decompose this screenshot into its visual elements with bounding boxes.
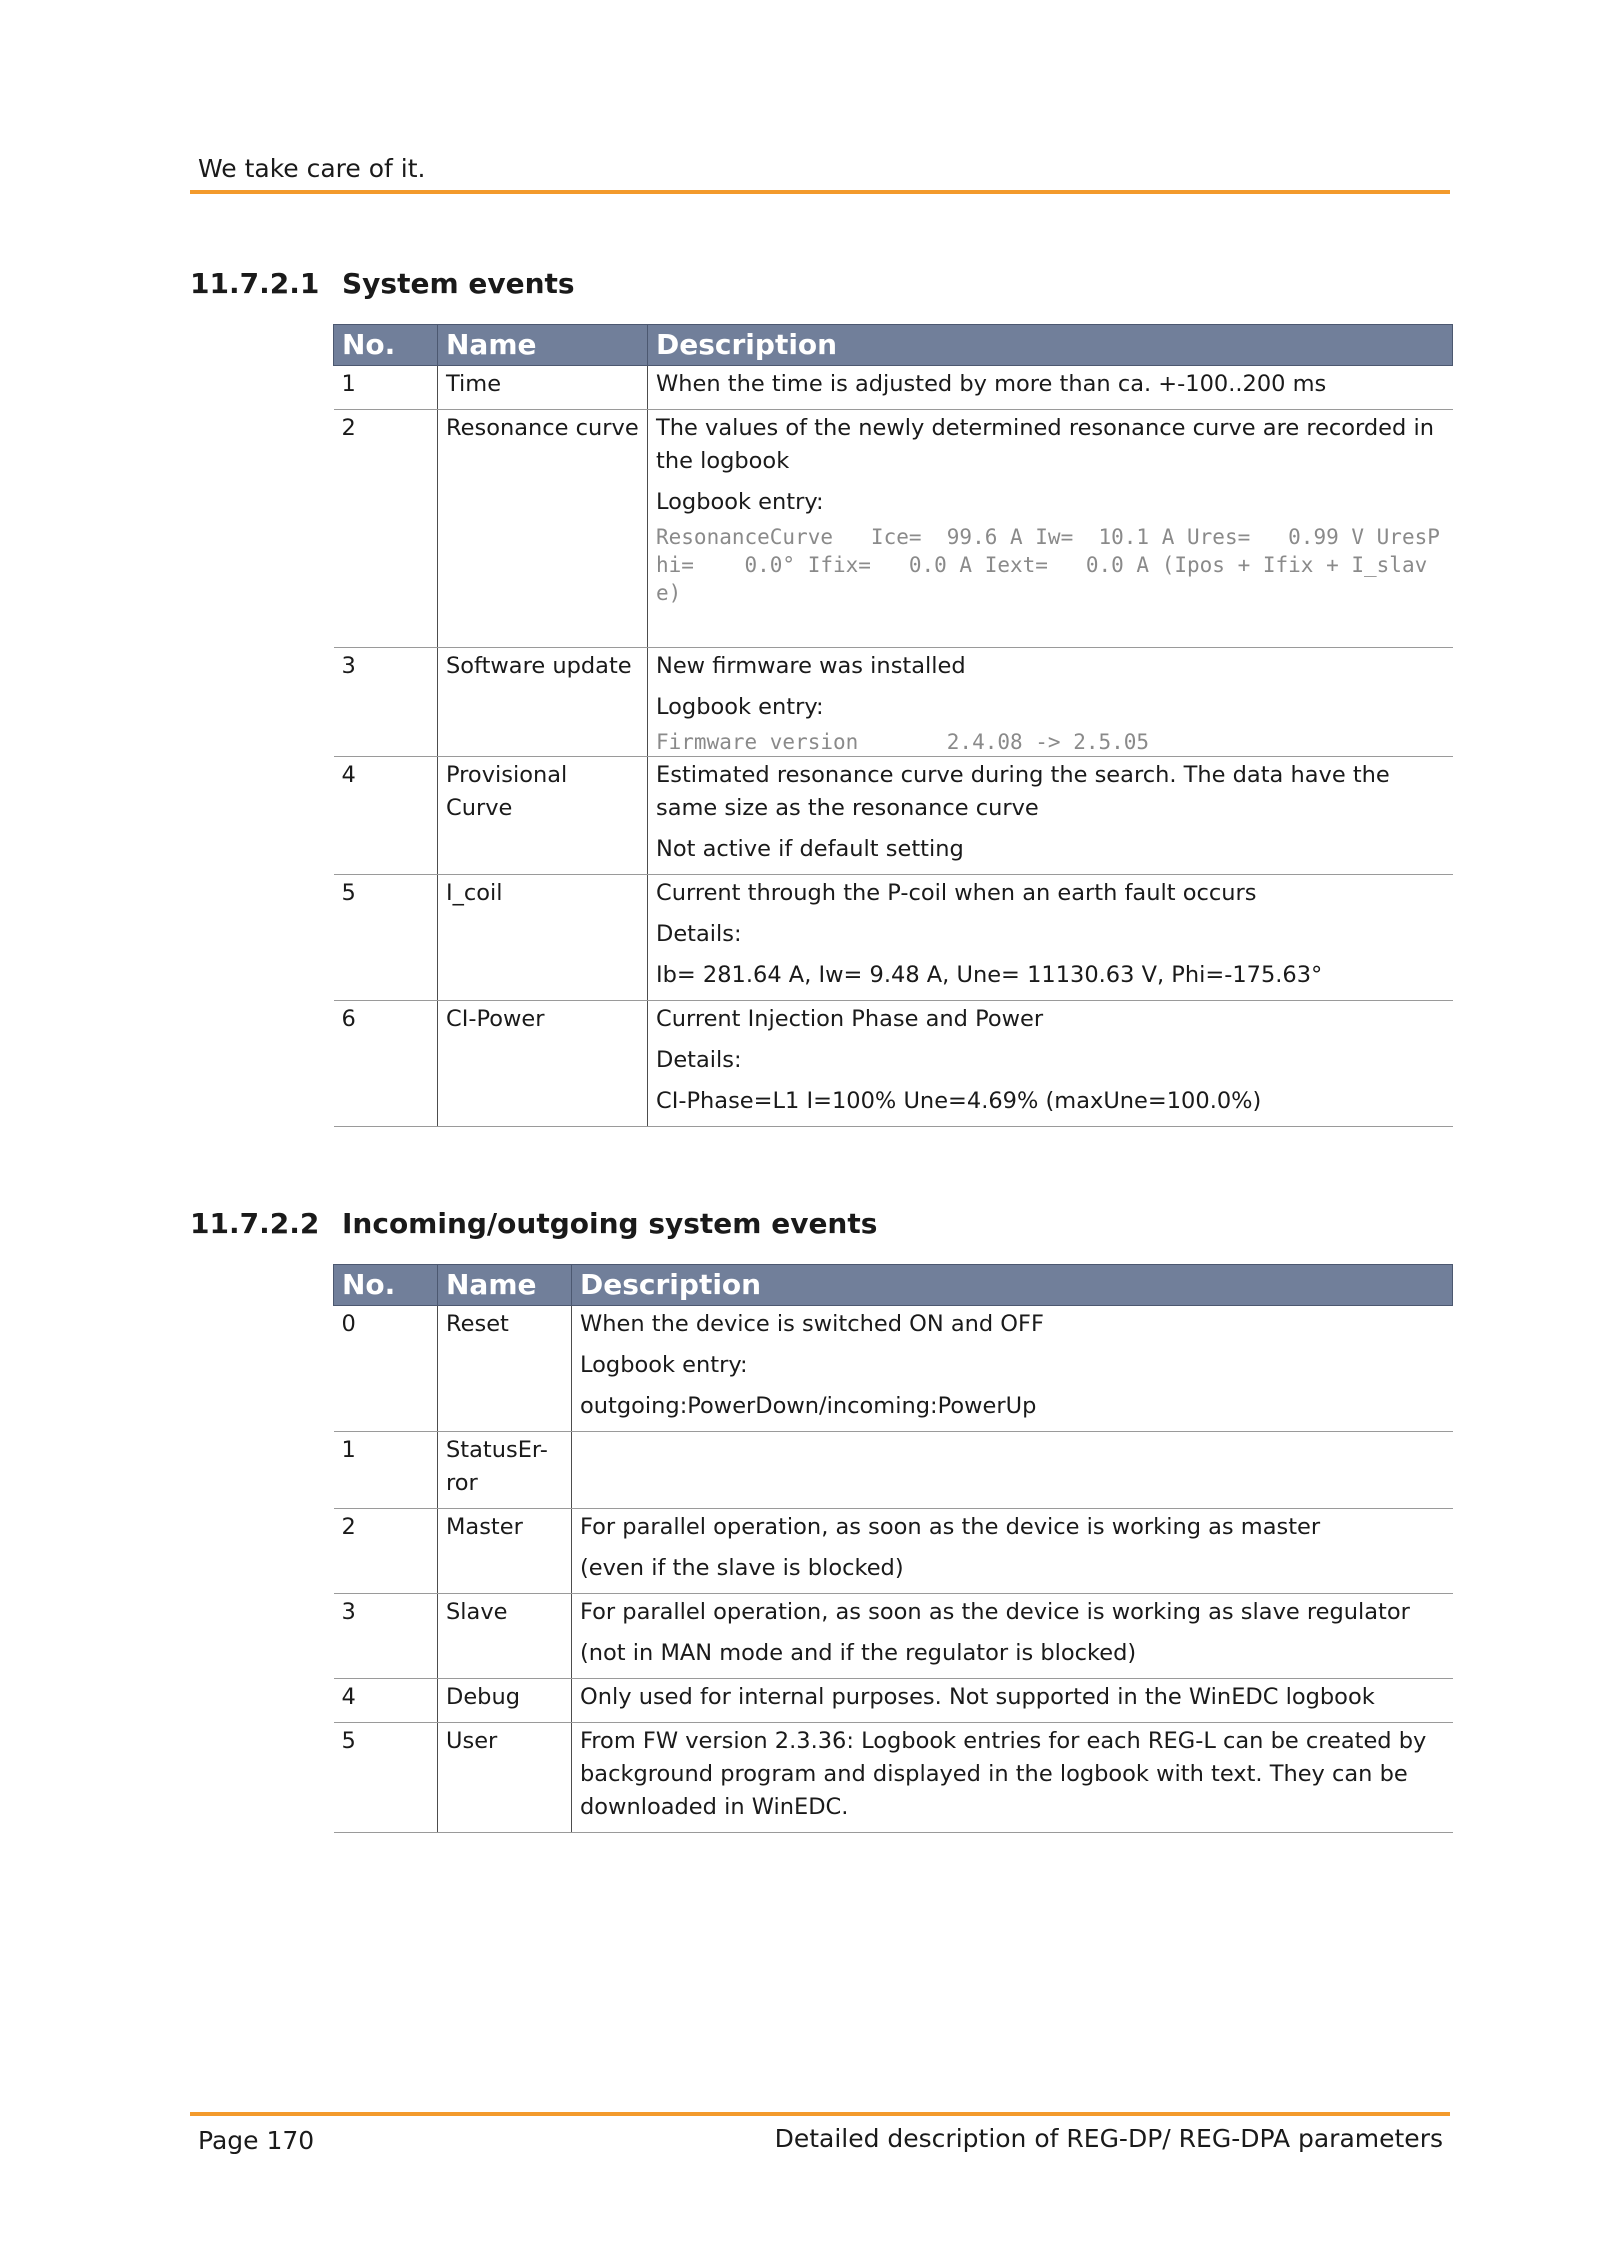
row-name: Reset	[438, 1306, 572, 1432]
row-description	[648, 366, 1453, 410]
table-row	[334, 1432, 1453, 1509]
column-header-name: Name	[438, 325, 648, 366]
page-header-text: We take care of it.	[198, 154, 426, 183]
row-no: 2	[334, 410, 438, 648]
row-description	[648, 648, 1453, 757]
row-description	[572, 1594, 1453, 1679]
column-header-no: No.	[334, 1265, 438, 1306]
row-name: Resonance curve	[438, 410, 648, 648]
section-number: 11.7.2.2	[190, 1207, 320, 1240]
description-text: The values of the newly determined resonance curve are recorded in the logbook	[656, 415, 1434, 474]
row-description	[648, 757, 1453, 875]
row-description	[648, 875, 1453, 1001]
row-name: Master	[438, 1509, 572, 1594]
incoming-outgoing-events-table	[333, 1264, 1453, 1833]
row-no: 1	[334, 366, 438, 410]
column-header-name: Name	[438, 1265, 572, 1306]
section-number: 11.7.2.1	[190, 267, 320, 300]
table-header-row	[334, 1265, 1453, 1306]
table-row	[334, 1679, 1453, 1723]
row-no: 6	[334, 1001, 438, 1127]
description-details: Ib= 281.64 A, Iw= 9.48 A, Une= 11130.63 V, Phi=-175.63°	[656, 962, 1323, 988]
section-heading-incoming-outgoing	[190, 1207, 877, 1240]
description-subtext: Not active if default setting	[656, 836, 964, 862]
table-row	[334, 648, 1453, 757]
table-row	[334, 366, 1453, 410]
description-subtext: Logbook entry:	[656, 489, 824, 515]
description-subtext: Details:	[656, 1047, 742, 1073]
row-no: 5	[334, 1723, 438, 1833]
footer-rule	[190, 2112, 1450, 2116]
column-header-description: Description	[572, 1265, 1453, 1306]
row-no: 2	[334, 1509, 438, 1594]
description-details: outgoing:PowerDown/incoming:PowerUp	[580, 1393, 1037, 1419]
row-description: From FW version 2.3.36: Logbook entries for each REG-L can be created by background program and displayed in the logbook with text. They can be downloaded in WinEDC.	[572, 1723, 1453, 1833]
description-text: Estimated resonance curve during the search. The data have the same size as the resonance curve	[656, 762, 1390, 821]
footer-title: Detailed description of REG-DP/ REG-DPA parameters	[774, 2124, 1443, 2153]
table-row	[334, 1509, 1453, 1594]
row-name: Software update	[438, 648, 648, 757]
row-no: 4	[334, 1679, 438, 1723]
section-heading-system-events	[190, 267, 575, 300]
table-row	[334, 757, 1453, 875]
description-subtext: Logbook entry:	[656, 694, 824, 720]
description-text: When the device is switched ON and OFF	[580, 1311, 1044, 1337]
row-name: Debug	[438, 1679, 572, 1723]
description-subtext: Details:	[656, 921, 742, 947]
row-name-line-2: ror	[446, 1470, 478, 1496]
row-description	[648, 1001, 1453, 1127]
description-details: CI-Phase=L1 I=100% Une=4.69% (maxUne=100.0%)	[656, 1088, 1262, 1114]
row-no: 0	[334, 1306, 438, 1432]
row-description	[572, 1432, 1453, 1509]
row-description	[572, 1306, 1453, 1432]
table-row	[334, 875, 1453, 1001]
row-name	[438, 1432, 572, 1509]
column-header-description: Description	[648, 325, 1453, 366]
header-rule	[190, 190, 1450, 194]
row-no: 5	[334, 875, 438, 1001]
table-header-row	[334, 325, 1453, 366]
logbook-code: ResonanceCurve Ice= 99.6 A Iw= 10.1 A Ures= 0.99 V UresPhi= 0.0° Ifix= 0.0 A Iext= 0.0 A (Ipos + Ifix + I_slave)	[656, 525, 1440, 605]
row-name-line-1: StatusEr-	[446, 1437, 548, 1463]
row-name: User	[438, 1723, 572, 1833]
table-row	[334, 1001, 1453, 1127]
page-number: Page 170	[198, 2126, 315, 2155]
description-subtext: (even if the slave is blocked)	[580, 1555, 904, 1581]
section-title: Incoming/outgoing system events	[342, 1207, 878, 1240]
row-name: Provisional Curve	[438, 757, 648, 875]
description-text: Current Injection Phase and Power	[656, 1006, 1044, 1032]
table-row	[334, 1594, 1453, 1679]
description-subtext: Logbook entry:	[580, 1352, 748, 1378]
column-header-no: No.	[334, 325, 438, 366]
table-row	[334, 1306, 1453, 1432]
section-title: System events	[342, 267, 575, 300]
description-subtext: (not in MAN mode and if the regulator is blocked)	[580, 1640, 1137, 1666]
row-no: 4	[334, 757, 438, 875]
system-events-table	[333, 324, 1453, 1127]
description-text: For parallel operation, as soon as the device is working as slave regulator	[580, 1599, 1410, 1625]
row-description: Only used for internal purposes. Not supported in the WinEDC logbook	[572, 1679, 1453, 1723]
row-description	[648, 410, 1453, 648]
logbook-code: Firmware version 2.4.08 -> 2.5.05	[656, 730, 1150, 754]
row-name: I_coil	[438, 875, 648, 1001]
table-row	[334, 410, 1453, 648]
row-name: CI-Power	[438, 1001, 648, 1127]
row-no: 1	[334, 1432, 438, 1509]
description-text: For parallel operation, as soon as the device is working as master	[580, 1514, 1321, 1540]
row-name: Time	[438, 366, 648, 410]
description-text: New firmware was installed	[656, 653, 966, 679]
table-row	[334, 1723, 1453, 1833]
row-description	[572, 1509, 1453, 1594]
row-no: 3	[334, 1594, 438, 1679]
row-no: 3	[334, 648, 438, 757]
description-text: Current through the P-coil when an earth fault occurs	[656, 880, 1257, 906]
description-text: When the time is adjusted by more than ca. +-100..200 ms	[656, 371, 1327, 397]
row-name: Slave	[438, 1594, 572, 1679]
